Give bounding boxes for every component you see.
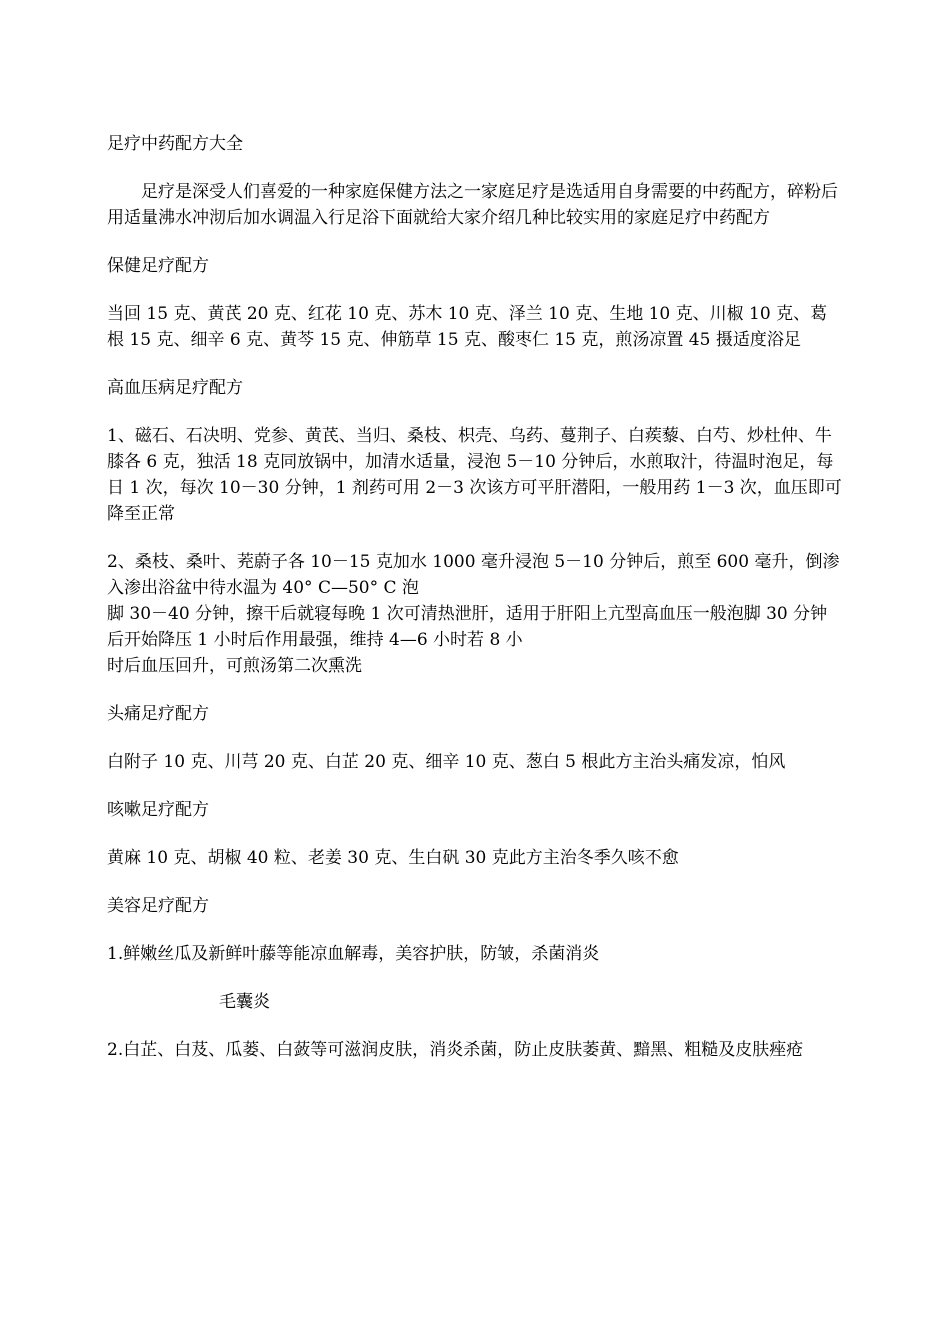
hypertension-recipe-2-line-3: 时后血压回升，可煎汤第二次熏洗 xyxy=(107,656,362,676)
hypertension-recipe-2-line-1: 2、桑枝、桑叶、茺蔚子各 10－15 克加水 1000 毫升浸泡 5－10 分钟后，煎至 600 毫升，倒渗入渗出浴盆中待水温为 40° C—50° C 泡 xyxy=(107,552,840,598)
hypertension-recipe-1: 1、磁石、石决明、党参、黄芪、当归、桑枝、枳壳、乌药、蔓荆子、白蒺藜、白芍、炒杜仲、牛膝各 6 克，独活 18 克同放锅中，加清水适量，浸泡 5－10 分钟后，水煎取汁，待温时泡足，每日 1 次，每次 10－30 分钟，1 剂药可用 2－3 次该方可平肝潜阳，一般用药 1－3 次，血压即可降至正常 xyxy=(107,426,842,524)
headache-recipe: 白附子 10 克、川芎 20 克、白芷 20 克、细辛 10 克、葱白 5 根此方主治头痛发凉，怕风 xyxy=(107,752,786,772)
cough-recipe: 黄麻 10 克、胡椒 40 粒、老姜 30 克、生白矾 30 克此方主治冬季久咳不愈 xyxy=(107,848,679,868)
hypertension-recipe-2-line-2: 脚 30－40 分钟，擦干后就寝每晚 1 次可清热泄肝，适用于肝阳上亢型高血压一般泡脚 30 分钟后开始降压 1 小时后作用最强，维持 4—6 小时若 8 小 xyxy=(107,604,828,650)
section-heading-beauty: 美容足疗配方 xyxy=(107,896,209,916)
hypertension-recipe-2 xyxy=(107,549,842,679)
beauty-note: 毛囊炎 xyxy=(219,992,270,1012)
section-heading-hypertension: 高血压病足疗配方 xyxy=(107,378,243,398)
section-heading-health: 保健足疗配方 xyxy=(107,256,209,276)
document-title: 足疗中药配方大全 xyxy=(107,134,243,154)
section-heading-headache: 头痛足疗配方 xyxy=(107,704,209,724)
section-heading-cough: 咳嗽足疗配方 xyxy=(107,800,209,820)
beauty-recipe-1: 1.鲜嫩丝瓜及新鲜叶藤等能凉血解毒，美容护肤，防皱，杀菌消炎 xyxy=(107,944,600,964)
health-recipe: 当回 15 克、黄芪 20 克、红花 10 克、苏木 10 克、泽兰 10 克、生地 10 克、川椒 10 克、葛根 15 克、细辛 6 克、黄芩 15 克、伸筋草 15 克、酸枣仁 15 克，煎汤凉置 45 摄适度浴足 xyxy=(107,304,828,350)
beauty-recipe-2: 2.白芷、白芨、瓜蒌、白蔹等可滋润皮肤，消炎杀菌，防止皮肤萎黄、黯黑、粗糙及皮肤痤疮 xyxy=(107,1040,804,1060)
intro-paragraph: 足疗是深受人们喜爱的一种家庭保健方法之一家庭足疗是选适用自身需要的中药配方，碎粉后用适量沸水冲沏后加水调温入行足浴下面就给大家介绍几种比较实用的家庭足疗中药配方 xyxy=(107,182,838,228)
document-page xyxy=(107,131,842,1085)
